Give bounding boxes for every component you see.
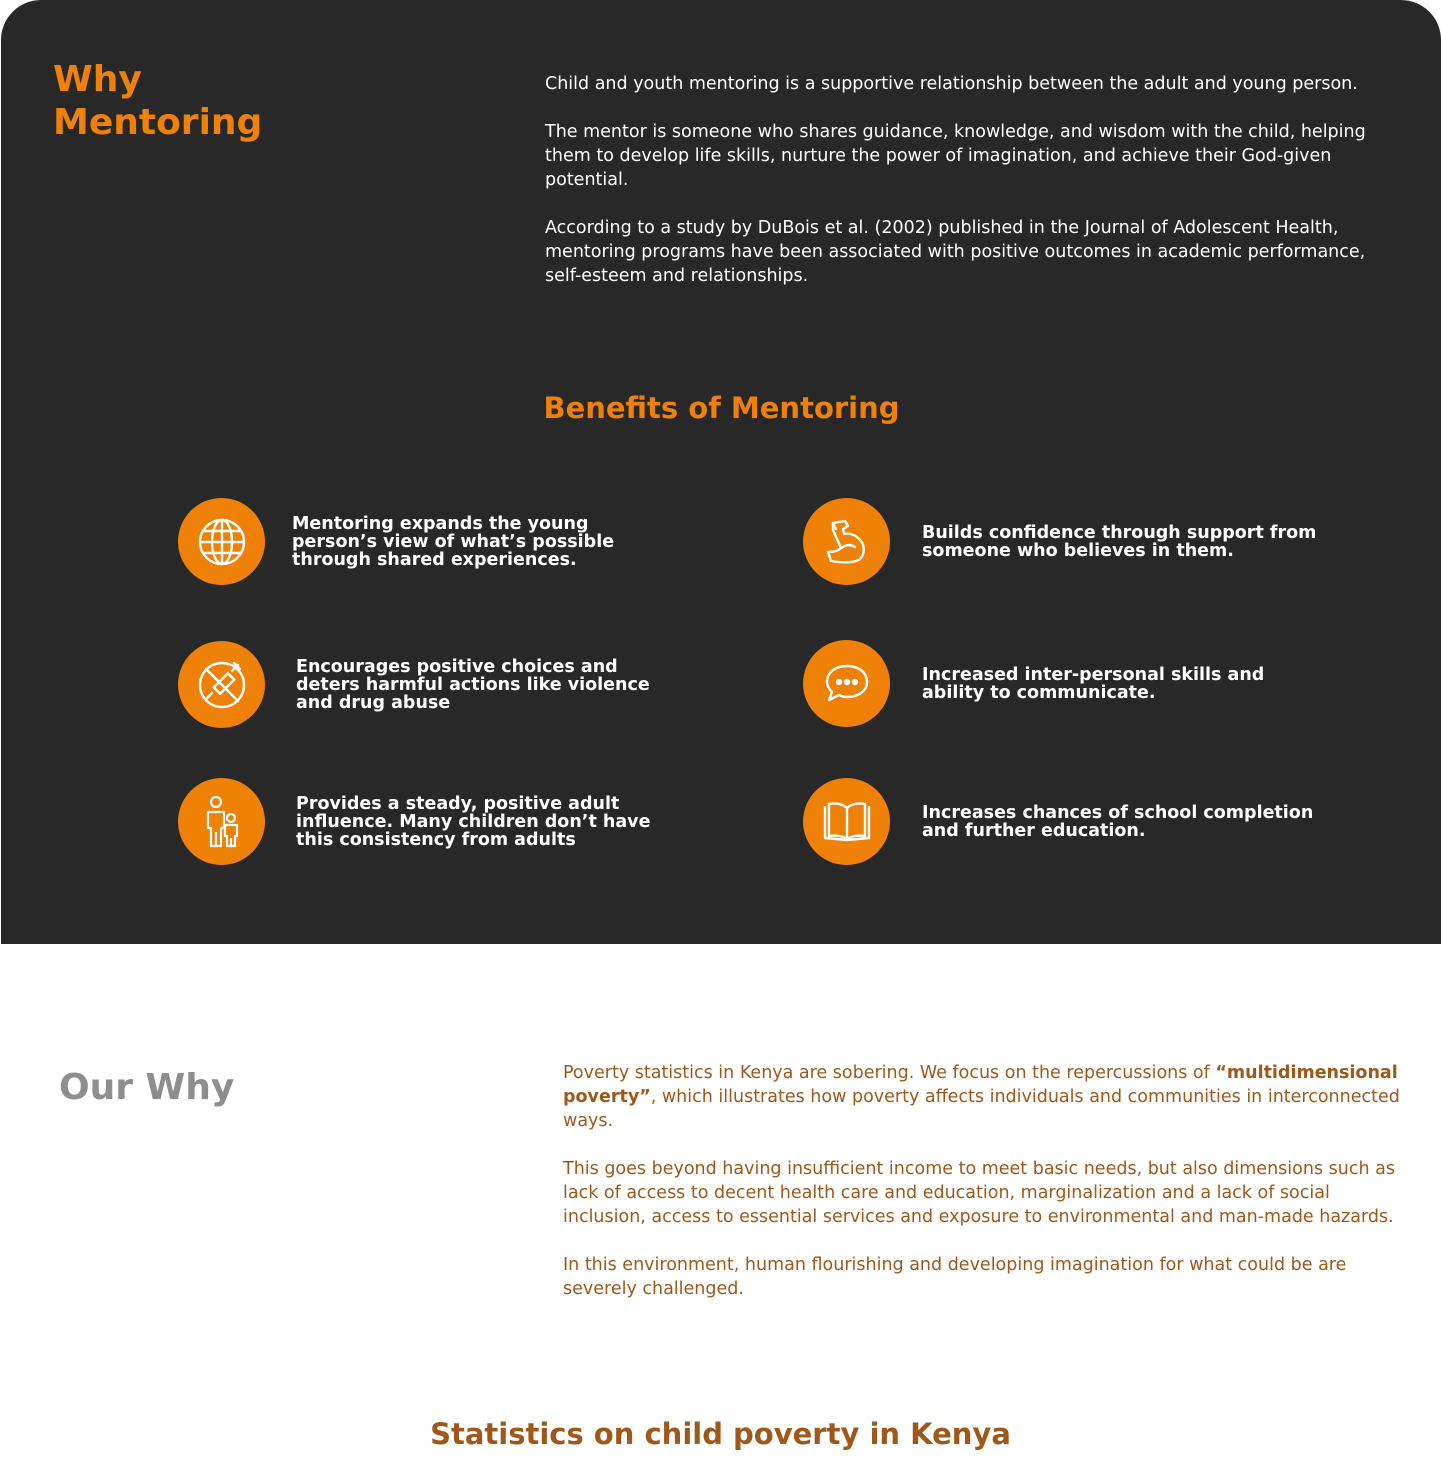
our-why-p1-start: Poverty statistics in Kenya are sobering. We focus on the repercussions of [563, 1063, 1216, 1083]
our-why-title: Our Why [59, 1067, 235, 1108]
why-mentoring-text [545, 72, 1381, 312]
flexed-arm-icon [803, 498, 890, 585]
why-mentoring-title-line1: Why [53, 59, 142, 100]
adult-child-icon [178, 778, 265, 865]
why-mentoring-paragraph-2: The mentor is someone who shares guidance, knowledge, and wisdom with the child, helping them to develop life skills, nurture the power of imagination, and achieve their God-given potential. [545, 122, 1366, 190]
globe-icon [178, 498, 265, 585]
why-mentoring-section [1, 0, 1441, 944]
no-drugs-icon [178, 641, 265, 728]
benefit-text: Increased inter-personal skills and ability to communicate. [922, 664, 1265, 703]
benefit-item [803, 778, 1323, 865]
benefit-item [803, 498, 1323, 585]
our-why-paragraph-1 [563, 1061, 1403, 1133]
why-mentoring-title-line2: Mentoring [53, 102, 263, 143]
benefit-item [803, 640, 1323, 727]
benefit-text: Builds confidence through support from someone who believes in them. [922, 522, 1317, 561]
benefit-item [178, 641, 678, 728]
chat-bubbles-icon [803, 640, 890, 727]
our-why-text [563, 1061, 1403, 1325]
multidimensional-poverty-emphasis: “multidimensional poverty” [563, 1063, 1398, 1107]
why-mentoring-paragraph-1: Child and youth mentoring is a supportive relationship between the adult and young person. [545, 74, 1358, 94]
benefit-text: Increases chances of school completion and further education. [922, 802, 1314, 841]
why-mentoring-title [53, 58, 353, 144]
benefit-text: Provides a steady, positive adult influence. Many children don’t have this consistency from adults [296, 793, 651, 850]
benefit-item [178, 778, 658, 865]
why-mentoring-paragraph-3: According to a study by DuBois et al. (2002) published in the Journal of Adolescent Health, mentoring programs have been associated with positive outcomes in academic performance, self-esteem and relationships. [545, 218, 1366, 286]
open-book-icon [803, 778, 890, 865]
benefit-item [178, 498, 638, 585]
benefit-text: Encourages positive choices and deters harmful actions like violence and drug abuse [296, 656, 650, 713]
our-why-p1-end: , which illustrates how poverty affects individuals and communities in interconnected ways. [563, 1087, 1400, 1131]
our-why-paragraph-2: This goes beyond having insufficient income to meet basic needs, but also dimensions such as lack of access to decent health care and education, marginalization and a lack of social inclusion, access to essential services and exposure to environmental and man-made hazards. [563, 1159, 1395, 1227]
statistics-title: Statistics on child poverty in Kenya [430, 1417, 1011, 1451]
benefits-title: Benefits of Mentoring [543, 391, 900, 425]
benefit-text: Mentoring expands the young person’s view of what’s possible through shared experiences. [292, 513, 615, 570]
our-why-paragraph-3: In this environment, human flourishing and developing imagination for what could be are severely challenged. [563, 1255, 1347, 1299]
